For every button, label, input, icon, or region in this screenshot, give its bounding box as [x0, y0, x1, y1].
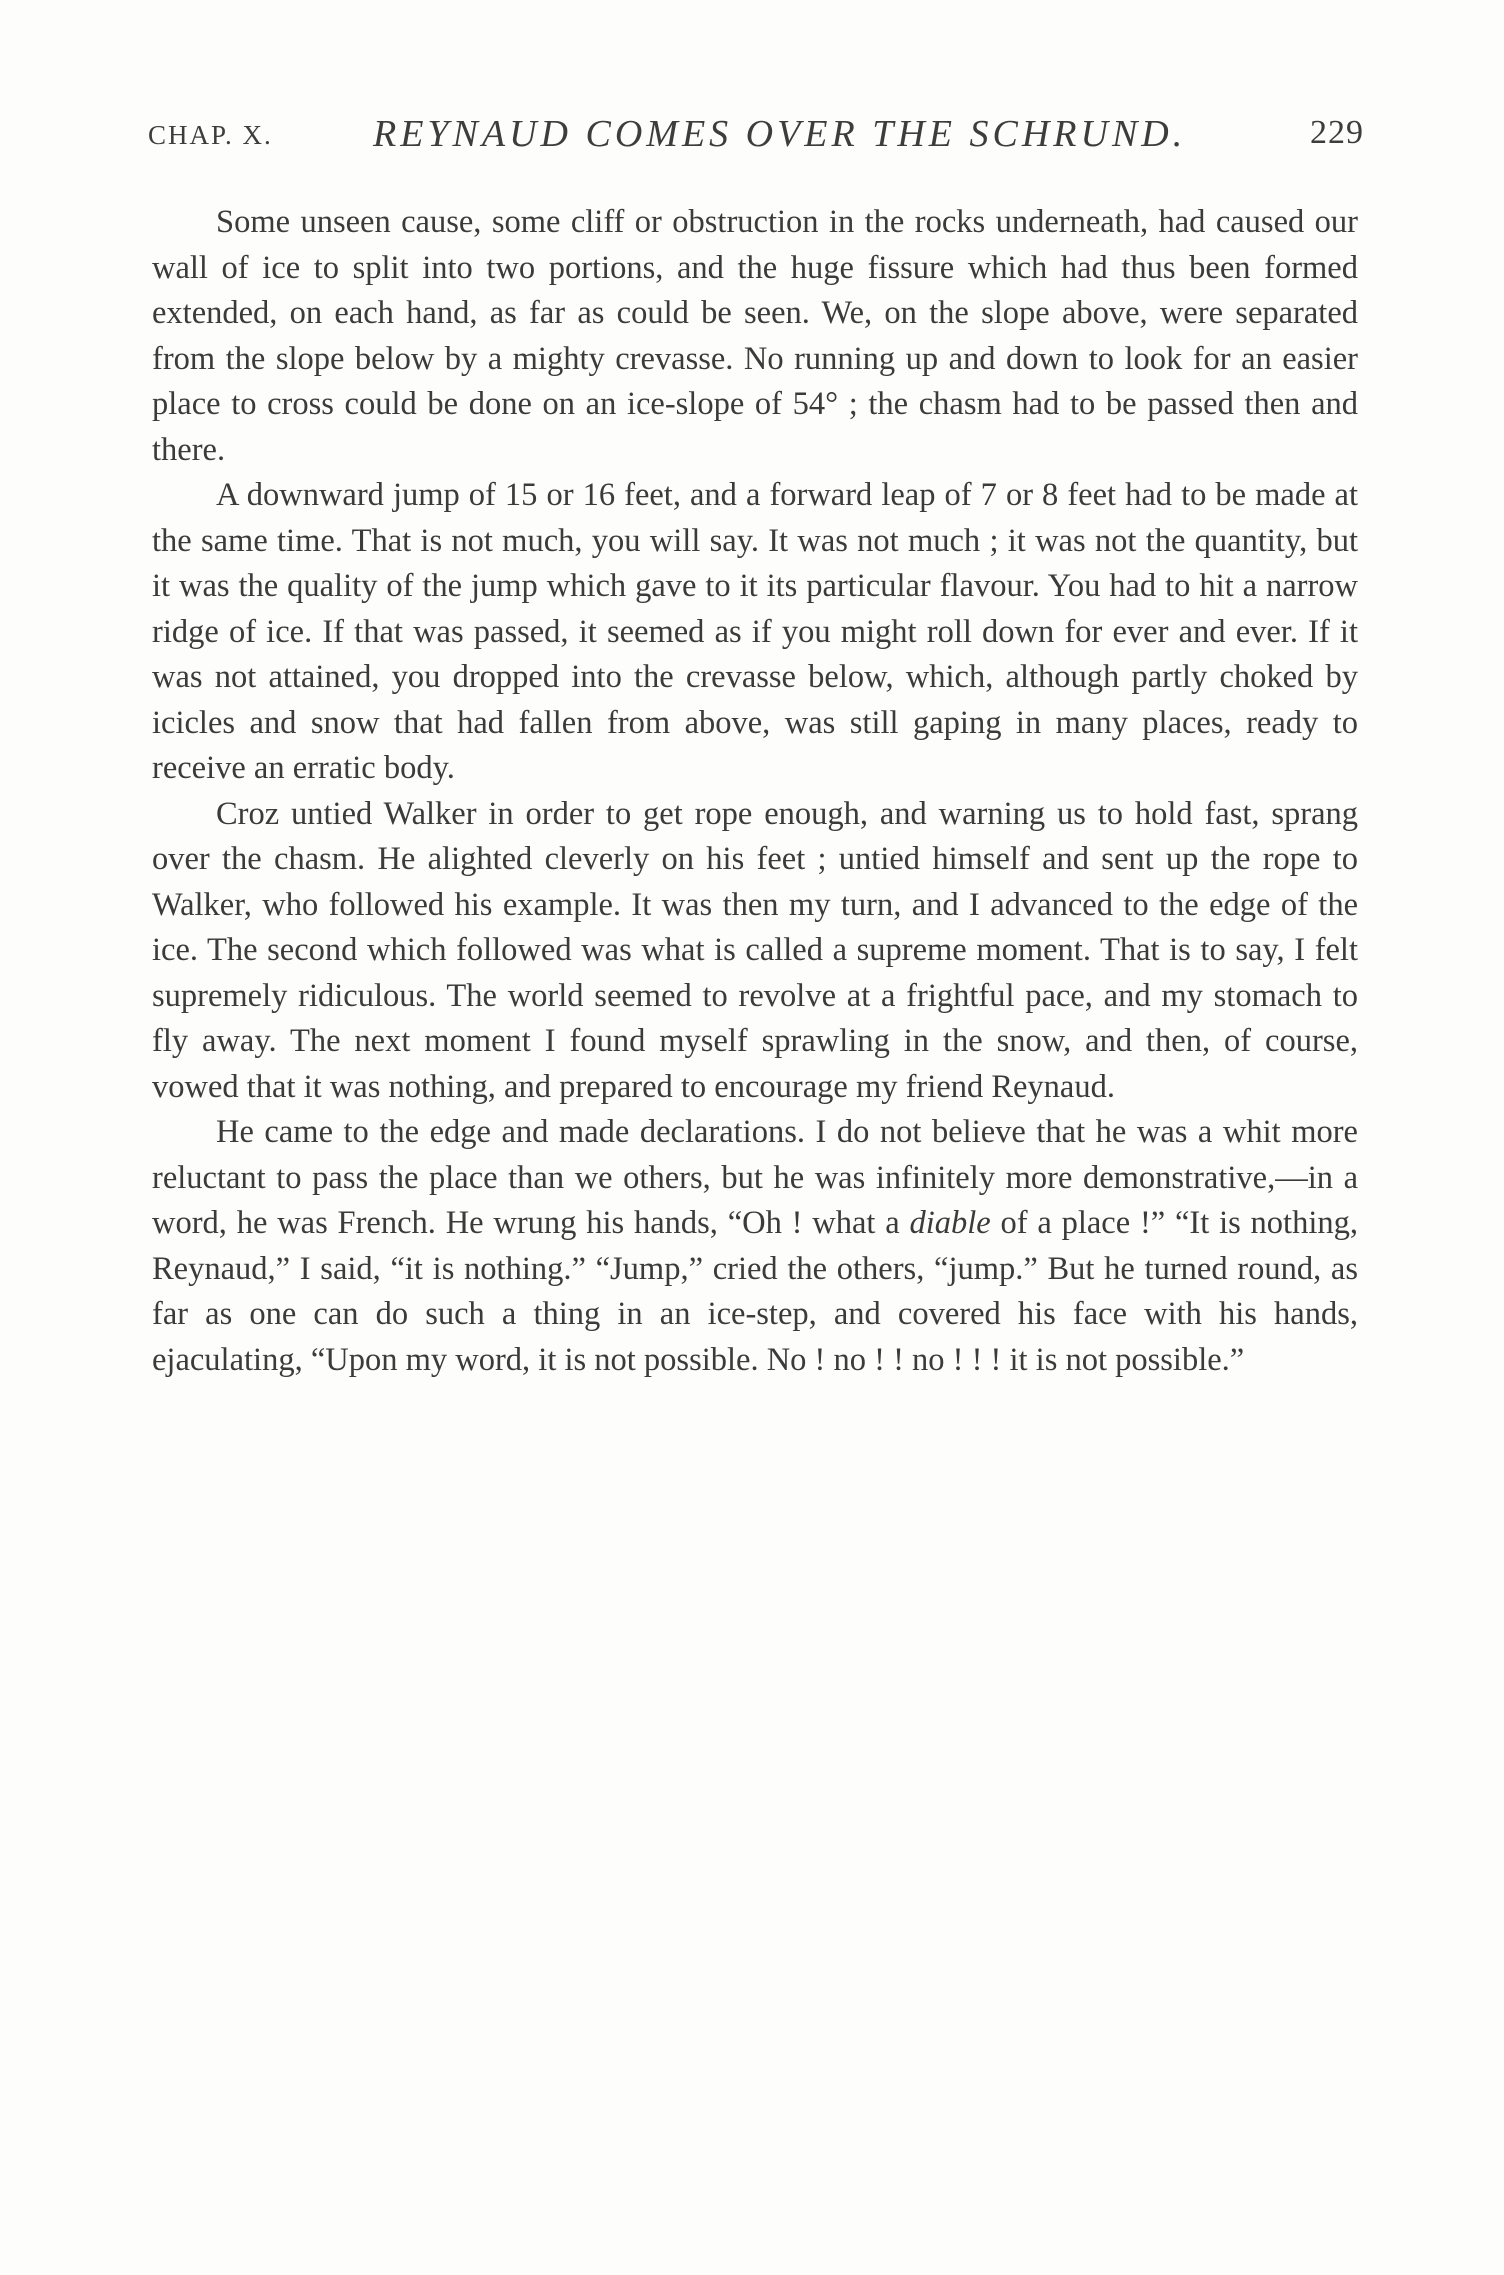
paragraph-4-emphasis: diable [909, 1205, 991, 1241]
chapter-label: CHAP. X. [148, 120, 273, 150]
running-header [148, 112, 1364, 162]
body-text [152, 200, 1358, 1383]
paragraph-4 [152, 1110, 1358, 1383]
page-number: 229 [1310, 114, 1364, 151]
paragraph-2: A downward jump of 15 or 16 feet, and a forward leap of 7 or 8 feet had to be made at the same time. That is not much, you will say. It was not much ; it was not the quantity, but it was the quality of the jump which gave to it its particular flavour. You had to hit a narrow ridge of ice. If that was passed, it seemed as if you might roll down for ever and ever. If it was not attained, you dropped into the crevasse below, which, although partly choked by icicles and snow that had fallen from above, was still gaping in many places, ready to receive an erratic body. [152, 477, 1358, 786]
running-title: REYNAUD COMES OVER THE SCHRUND. [373, 113, 1187, 155]
paragraph-1: Some unseen cause, some cliff or obstruction in the rocks underneath, had caused our wall of ice to split into two portions, and the huge fissure which had thus been formed extended, on each hand, as far as could be seen. We, on the slope above, were separated from the slope below by a mighty crevasse. No running up and down to look for an easier place to cross could be done on an ice-slope of 54° ; the chasm had to be passed then and there. [152, 204, 1358, 468]
paragraph-4-text-before: He came to the edge and made declarations. I do not believe that he was a whit more reluctant to pass the place than we others, but he was infinitely more demonstrative,—in a word, he was French. He wrung his hands, “Oh ! what a [152, 1114, 1358, 1241]
paragraph-4-text-after: of a place !” “It is nothing, Reynaud,” I said, “it is nothing.” “Jump,” cried the others, “jump.” But he turned round, as far as one can do such a thing in an ice-step, and covered his face with his hands, ejaculating, “Upon my word, it is not possible. No ! no ! ! no ! ! ! it is not possible.” [152, 1205, 1358, 1378]
paragraph-3: Croz untied Walker in order to get rope enough, and warning us to hold fast, sprang over the chasm. He alighted cleverly on his feet ; untied himself and sent up the rope to Walker, who followed his example. It was then my turn, and I advanced to the edge of the ice. The second which followed was what is called a supreme moment. That is to say, I felt supremely ridiculous. The world seemed to revolve at a frightful pace, and my stomach to fly away. The next moment I found myself sprawling in the snow, and then, of course, vowed that it was nothing, and prepared to encourage my friend Reynaud. [152, 795, 1358, 1105]
